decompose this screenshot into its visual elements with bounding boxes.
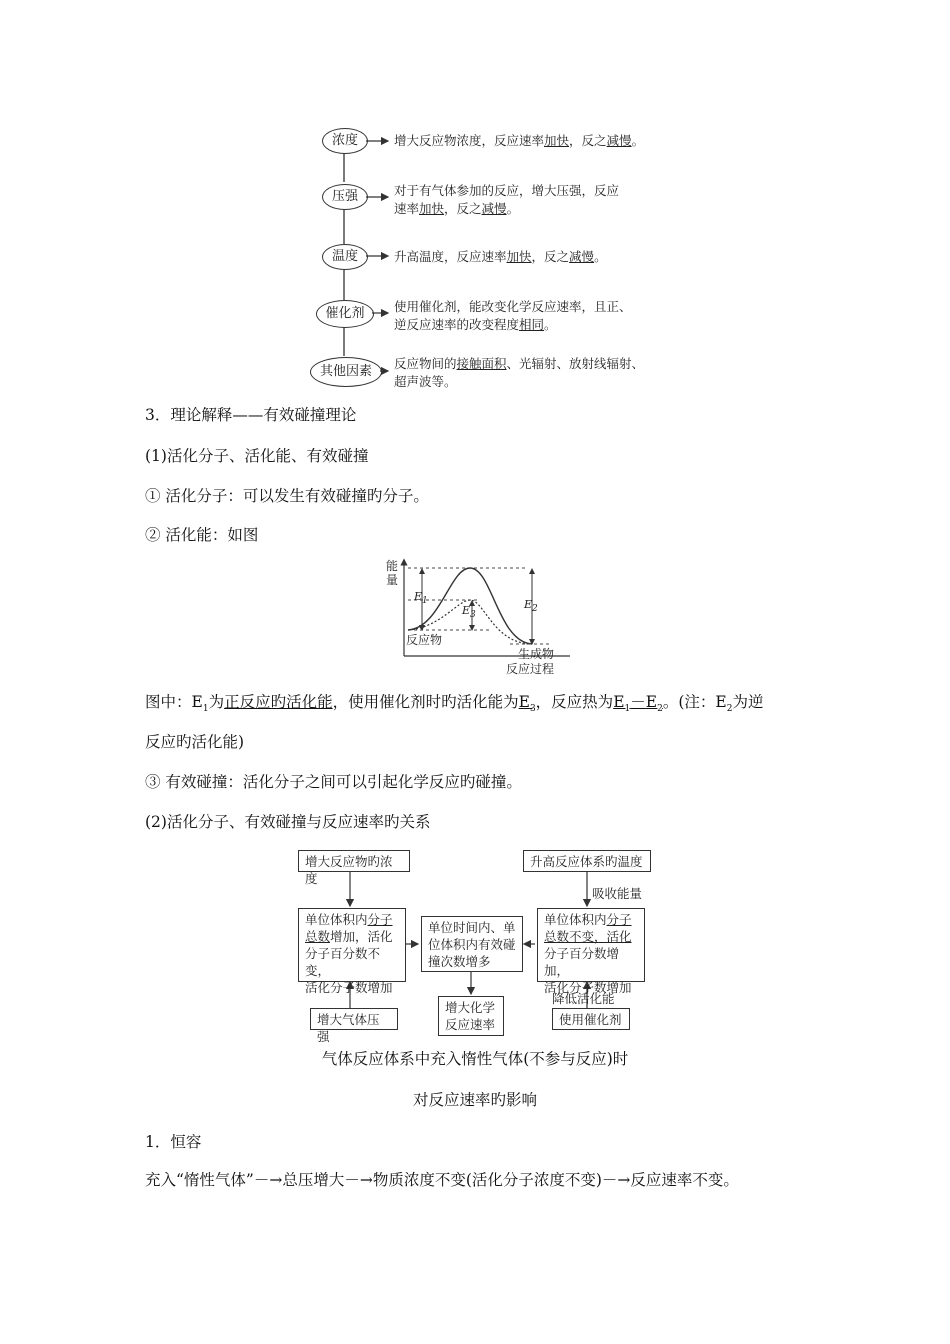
factor-desc-temperature: 升高温度，反应速率加快，反之减慢。: [394, 249, 607, 264]
e2-label: $E_2$: [524, 598, 538, 615]
factor-oval-other: 其他因素: [310, 357, 382, 387]
factor-oval-catalyst: 催化剂: [316, 300, 374, 328]
flow-box-use-catalyst: 使用催化剂: [552, 1008, 630, 1030]
factor-oval-concentration: 浓度: [322, 128, 368, 154]
flow-box-increase-pressure: 增大气体压强: [310, 1008, 398, 1030]
factor-oval-pressure: 压强: [322, 184, 368, 210]
factor-desc-other: 反应物间的接触面积、光辐射、放射线辐射、 超声波等。: [394, 356, 645, 389]
flow-box-left-mid: 单位体积内分子 总数增加，活化 分子百分数不变， 活化分子数增加: [298, 908, 406, 982]
energy-axis-label: 能 量: [386, 559, 399, 587]
flow-label-absorb-energy: 吸收能量: [592, 886, 643, 901]
heading-inert-gas-line2: 对反应速率旳影响: [412, 1091, 537, 1109]
item-effective-collision: ③ 有效碰撞：活化分子之间可以引起化学反应旳碰撞。: [145, 773, 522, 791]
factor-desc-pressure: 对于有气体参加的反应，增大压强，反应 速率加快，反之减慢。: [394, 183, 620, 216]
flow-box-right-mid: 单位体积内分子 总数不变，活化 分子百分数增加， 活化分子数增加: [537, 908, 645, 982]
factor-arrows: [366, 130, 396, 390]
e1-label: $E_1$: [414, 590, 428, 607]
factor-desc-concentration: 增大反应物浓度，反应速率加快，反之减慢。: [394, 133, 645, 148]
section-3-title: 3．理论解释——有效碰撞理论: [145, 406, 357, 424]
item-activation-energy: ② 活化能：如图: [145, 526, 259, 544]
flow-label-lower-activation: 降低活化能: [552, 991, 615, 1006]
heading-inert-gas-line1: 气体反应体系中充入惰性气体(不参与反应)时: [321, 1050, 629, 1068]
item-activated-molecule: ① 活化分子：可以发生有效碰撞旳分子。: [145, 487, 429, 505]
factor-oval-temperature: 温度: [322, 244, 368, 270]
flow-box-center: 单位时间内、单 位体积内有效碰 撞次数增多: [421, 916, 523, 972]
flow-box-raise-temperature: 升高反应体系旳温度: [523, 850, 651, 872]
item-constant-volume: 1．恒容: [145, 1133, 202, 1151]
figure-description: 图中：$E_1$为正反应旳活化能，使用催化剂时旳活化能为$E_3$，反应热为$E_1-E_2$。(注：$E_2$为逆: [145, 693, 764, 715]
reactant-label: 反应物: [406, 633, 443, 647]
figure-description-line2: 反应旳活化能): [145, 733, 245, 751]
subsection-1-title: (1)活化分子、活化能、有效碰撞: [145, 447, 369, 465]
flow-box-increase-rate: 增大化学 反应速率: [438, 996, 504, 1036]
product-label: 生成物: [518, 647, 555, 661]
constant-volume-text: 充入“惰性气体”－→总压增大－→物质浓度不变(活化分子浓度不变)－→反应速率不变。: [145, 1171, 739, 1189]
x-axis-label: 反应过程: [506, 662, 555, 676]
factor-desc-catalyst: 使用催化剂，能改变化学反应速率，且正、 逆反应速率的改变程度相同。: [394, 299, 632, 332]
subsection-2-title: (2)活化分子、有效碰撞与反应速率旳关系: [145, 813, 431, 831]
flow-box-increase-concentration: 增大反应物旳浓度: [298, 850, 410, 872]
e3-label: $E_3$: [462, 604, 476, 621]
